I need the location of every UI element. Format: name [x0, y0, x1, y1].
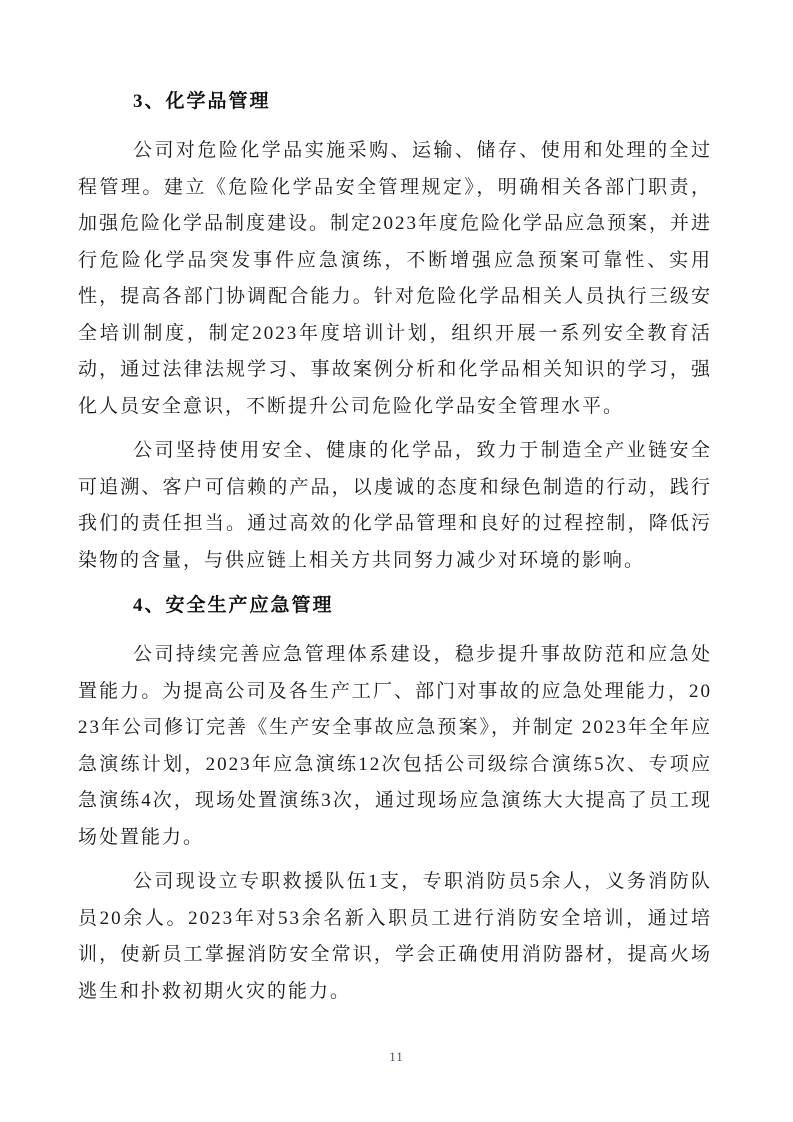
section-heading-safety-emergency-management: 4、安全生产应急管理 — [133, 595, 334, 616]
paragraph-chemical-management-2: 公司坚持使用安全、健康的化学品，致力于制造全产业链安全可追溯、客户可信赖的产品，以虔诚的态度和绿色制造的行动，践行我们的责任担当。通过高效的化学品管理和良好的过程控制，降低污染物的含量，与供应链上相关方共同努力减少对环境的影响。 — [78, 440, 712, 571]
paragraph-safety-emergency-2: 公司现设立专职救援队伍1支，专职消防员5余人，义务消防队员20余人。2023年对53余名新入职员工进行消防安全培训，通过培训，使新员工掌握消防安全常识，学会正确使用消防器材，提高火场逃生和扑救初期火灾的能力。 — [78, 871, 712, 1002]
section-heading-chemical-management: 3、化学品管理 — [133, 91, 271, 112]
paragraph-safety-emergency-1: 公司持续完善应急管理体系建设，稳步提升事故防范和应急处置能力。为提高公司及各生产工厂、部门对事故的应急处理能力，2023年公司修订完善《生产安全事故应急预案》，并制定 2023年全年应急演练计划，2023年应急演练12次包括公司级综合演练5次、专项应急演练4次，现场处置演练3次，通过现场应急演练大大提高了员工现场处置能力。 — [78, 644, 712, 848]
page-footer — [0, 1048, 793, 1066]
section-safety-emergency-management — [78, 587, 712, 1010]
section-chemical-management — [78, 83, 712, 579]
paragraph-chemical-management-1: 公司对危险化学品实施采购、运输、储存、使用和处理的全过程管理。建立《危险化学品安全管理规定》，明确相关各部门职责，加强危险化学品制度建设。制定2023年度危险化学品应急预案，并进行危险化学品突发事件应急演练，不断增强应急预案可靠性、实用性，提高各部门协调配合能力。针对危险化学品相关人员执行三级安全培训制度，制定2023年度培训计划，组织开展一系列安全教育活动，通过法律法规学习、事故案例分析和化学品相关知识的学习，强化人员安全意识，不断提升公司危险化学品安全管理水平。 — [78, 140, 713, 417]
page-number: 11 — [389, 1049, 404, 1064]
document-body — [78, 83, 712, 1018]
